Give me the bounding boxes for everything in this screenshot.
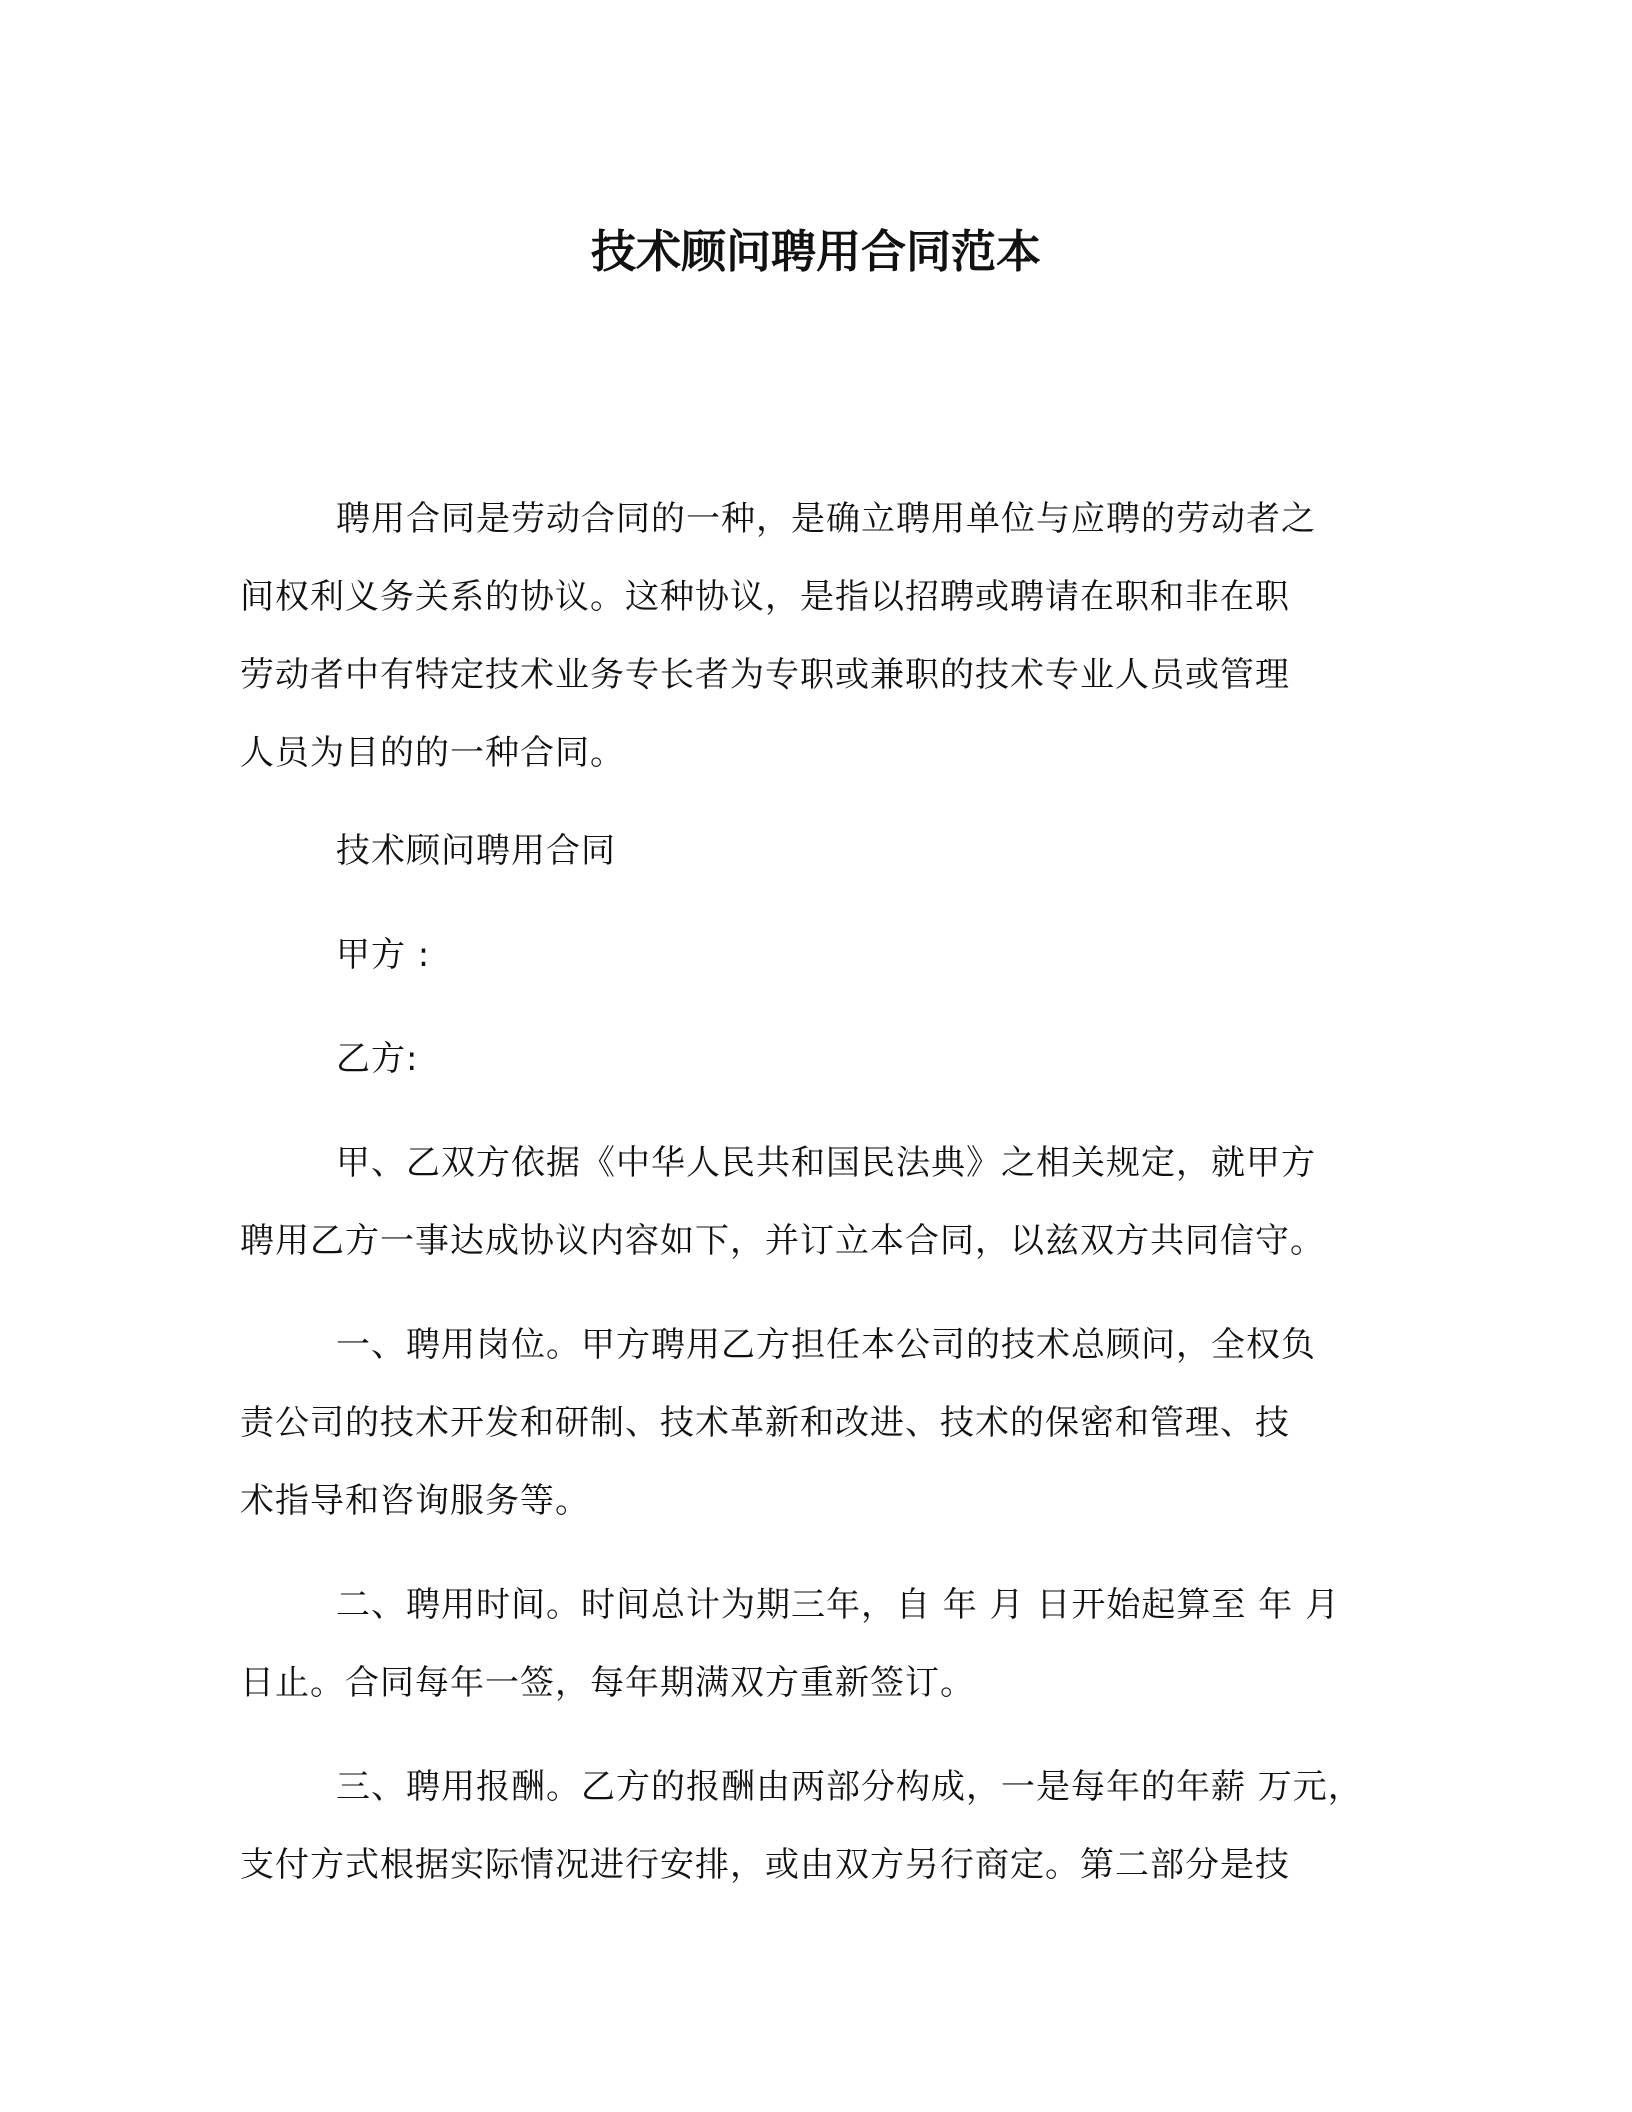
paragraph-party-b	[240, 1020, 1400, 1098]
paragraph-agreement-basis	[240, 1124, 1400, 1280]
text-line: 乙方:	[336, 1039, 419, 1079]
text-line: 甲、乙双方依据《中华人民共和国民法典》之相关规定，就甲方	[336, 1143, 1316, 1183]
document-title: 技术顾问聘用合同范本	[590, 225, 1041, 278]
text-line: 聘用乙方一事达成协议内容如下，并订立本合同，以兹双方共同信守。	[240, 1221, 1325, 1261]
paragraph-contract-heading	[240, 812, 1400, 890]
paragraph-intro	[240, 480, 1400, 792]
text-line: 劳动者中有特定技术业务专长者为专职或兼职的技术专业人员或管理	[240, 655, 1290, 695]
text-line: 术指导和咨询服务等。	[240, 1481, 590, 1521]
text-line: 责公司的技术开发和研制、技术革新和改进、技术的保密和管理、技	[240, 1403, 1290, 1443]
text-line: 甲方 :	[336, 935, 431, 975]
text-line: 三、聘用报酬。乙方的报酬由两部分构成，一是每年的年薪 万元，	[336, 1767, 1363, 1807]
paragraph-clause-2	[240, 1566, 1400, 1722]
text-line: 支付方式根据实际情况进行安排，或由双方另行商定。第二部分是技	[240, 1845, 1290, 1885]
text-line: 人员为目的的一种合同。	[240, 733, 625, 773]
text-line: 二、聘用时间。时间总计为期三年，自 年 月 日开始起算至 年 月	[336, 1585, 1341, 1625]
text-line: 技术顾问聘用合同	[336, 831, 616, 871]
text-line: 间权利义务关系的协议。这种协议，是指以招聘或聘请在职和非在职	[240, 577, 1290, 617]
paragraph-party-a	[240, 916, 1400, 994]
text-line: 聘用合同是劳动合同的一种，是确立聘用单位与应聘的劳动者之	[336, 499, 1316, 539]
text-line: 一、聘用岗位。甲方聘用乙方担任本公司的技术总顾问，全权负	[336, 1325, 1316, 1365]
text-line: 日止。合同每年一签，每年期满双方重新签订。	[240, 1663, 975, 1703]
paragraph-clause-3	[240, 1748, 1400, 1904]
paragraph-clause-1	[240, 1306, 1400, 1540]
